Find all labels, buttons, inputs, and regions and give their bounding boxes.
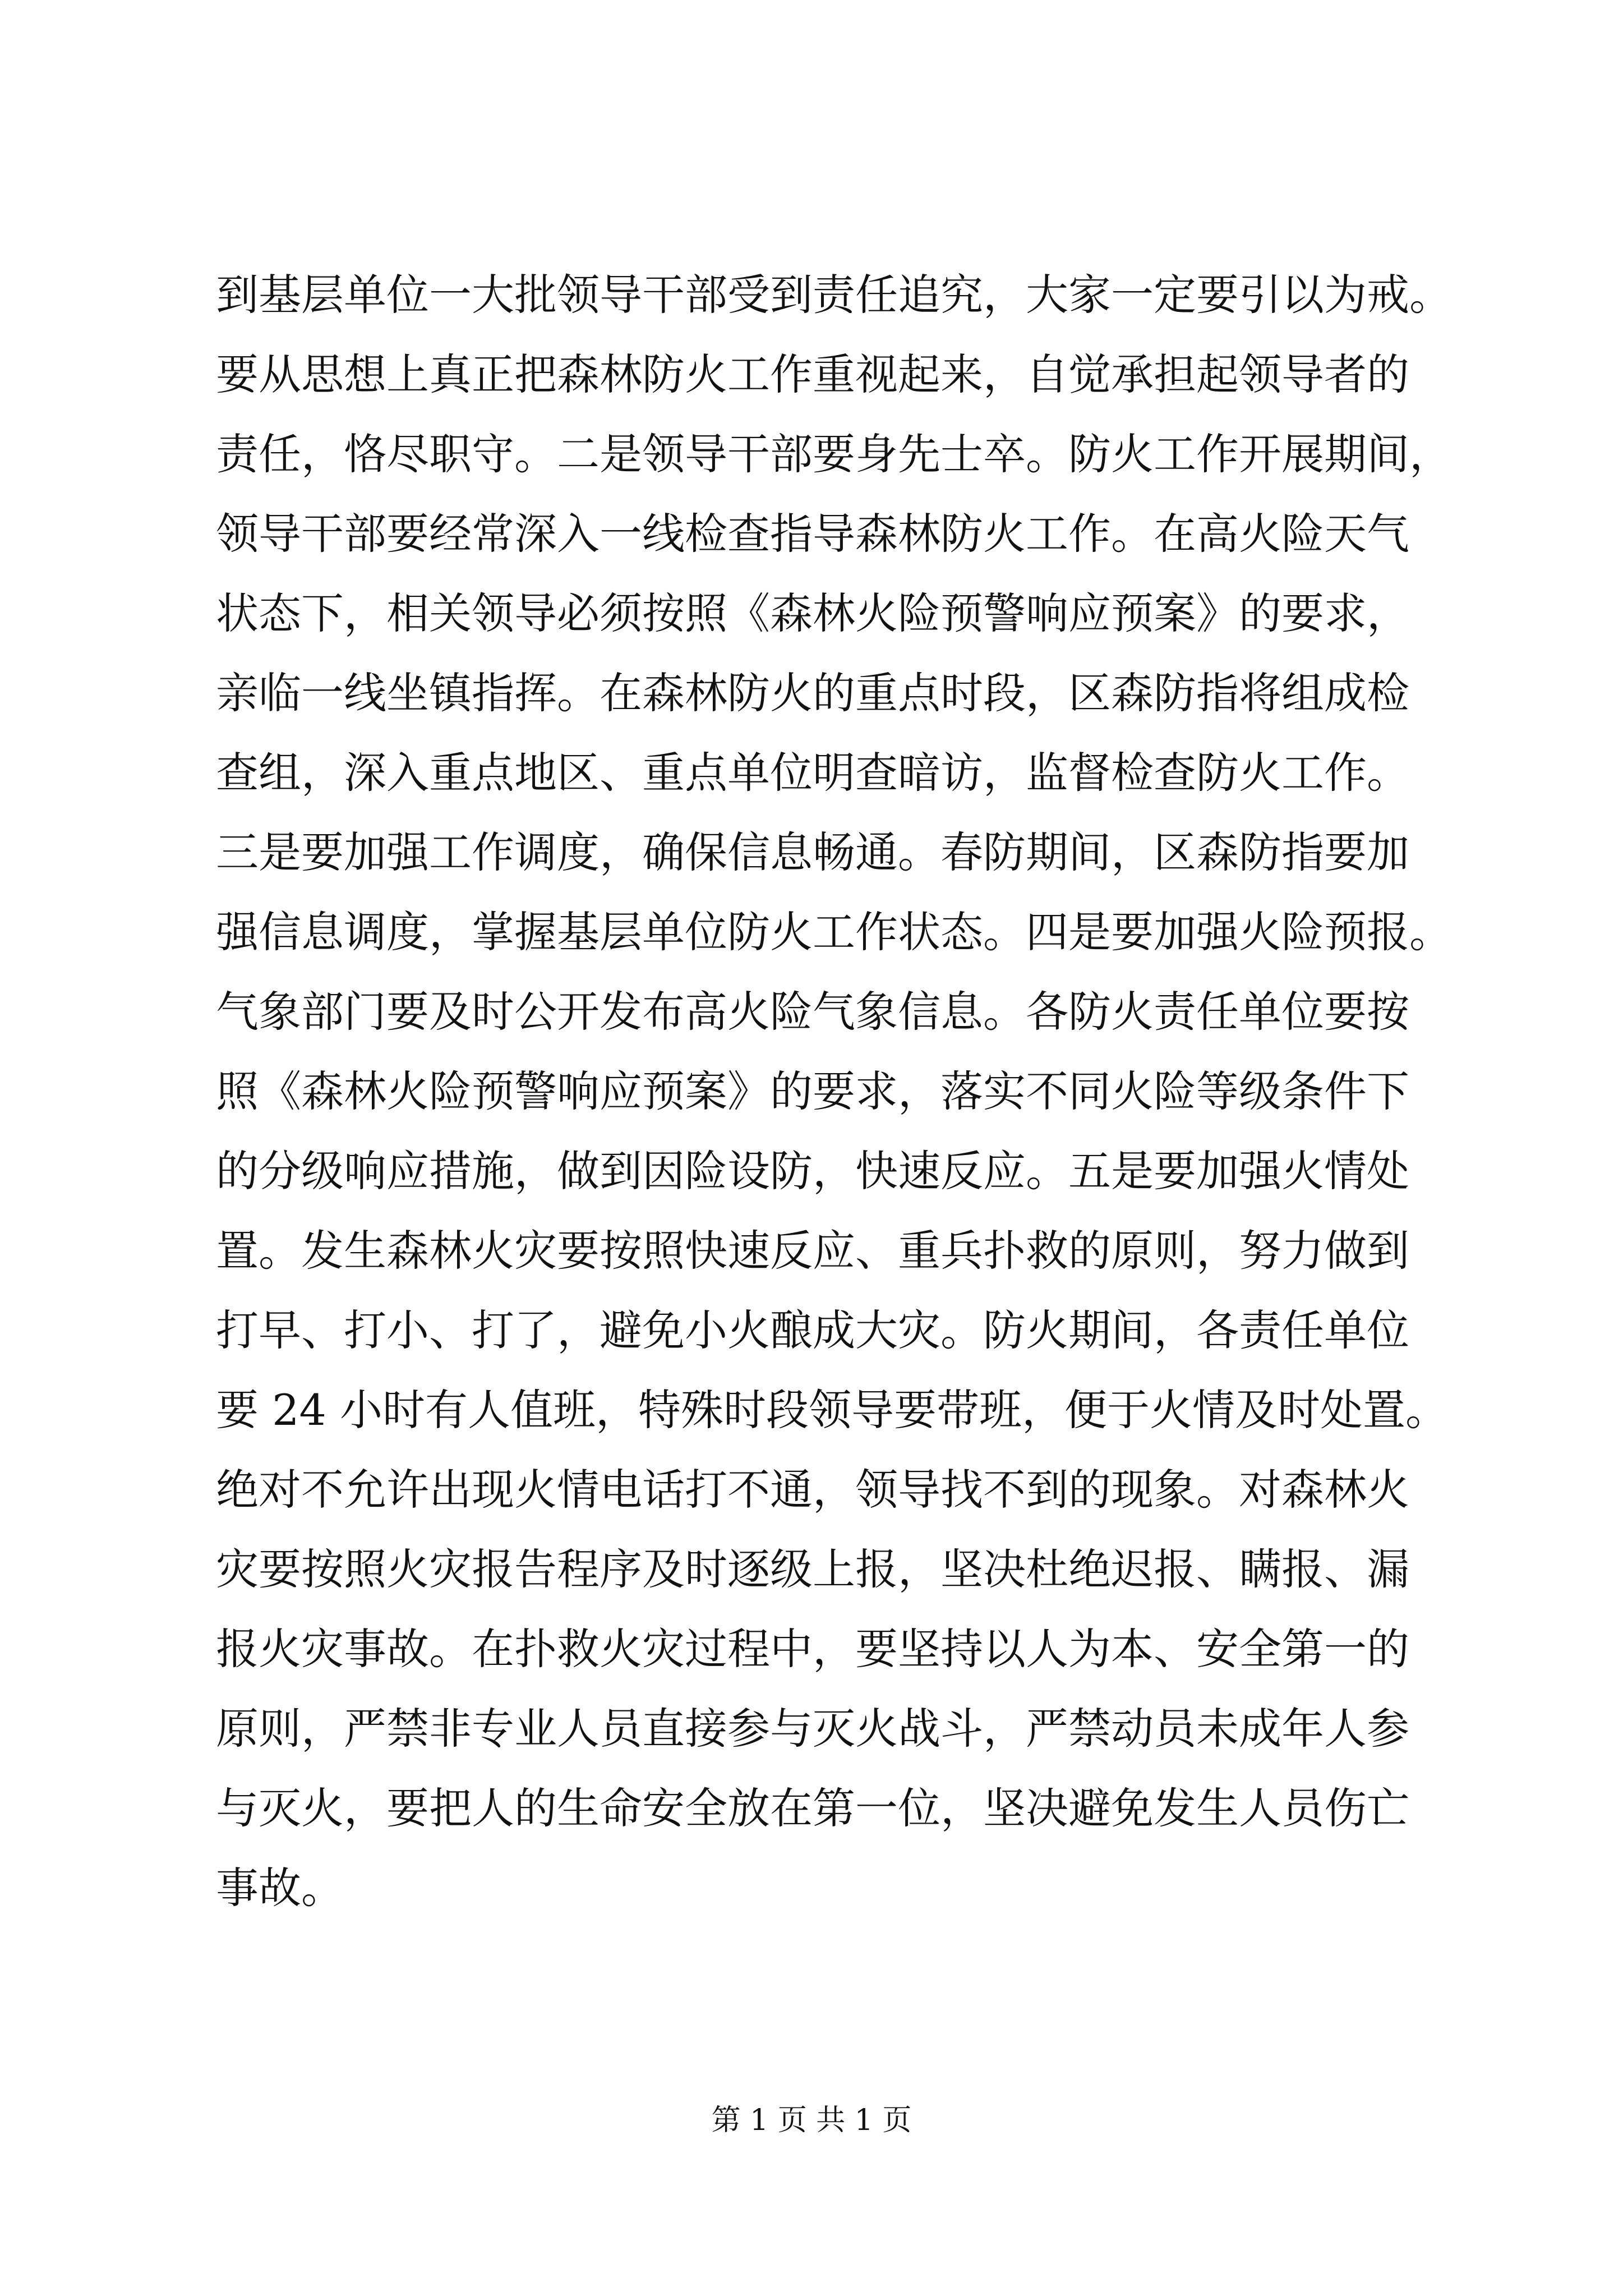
page-footer bbox=[0, 2101, 1623, 2140]
text-line: 照《森林火险预警响应预案》的要求，落实不同火险等级条件下 bbox=[216, 1066, 1409, 1116]
text-line: 置。发生森林火灾要按照快速反应、重兵扑救的原则，努力做到 bbox=[216, 1226, 1409, 1276]
text-line: 的分级响应措施，做到因险设防，快速反应。五是要加强火情处 bbox=[216, 1146, 1409, 1196]
text-line: 查组，深入重点地区、重点单位明查暗访，监督检查防火工作。 bbox=[216, 748, 1409, 798]
page-number: 第 1 页 共 1 页 bbox=[711, 2104, 912, 2137]
text-line: 气象部门要及时公开发布高火险气象信息。各防火责任单位要按 bbox=[216, 987, 1409, 1037]
text-line: 绝对不允许出现火情电话打不通，领导找不到的现象。对森林火 bbox=[216, 1465, 1409, 1515]
text-line: 要从思想上真正把森林防火工作重视起来，自觉承担起领导者的 bbox=[216, 349, 1409, 399]
text-line: 要 24 小时有人值班，特殊时段领导要带班，便于火情及时处置。 bbox=[216, 1385, 1449, 1435]
text-line: 三是要加强工作调度，确保信息畅通。春防期间，区森防指要加 bbox=[216, 827, 1409, 877]
text-line: 打早、打小、打了，避免小火酿成大灾。防火期间，各责任单位 bbox=[216, 1305, 1409, 1355]
text-line: 责任，恪尽职守。二是领导干部要身先士卒。防火工作开展期间， bbox=[216, 429, 1452, 479]
text-line: 事故。 bbox=[216, 1863, 344, 1913]
text-line: 灾要按照火灾报告程序及时逐级上报，坚决杜绝迟报、瞒报、漏 bbox=[216, 1544, 1409, 1594]
text-line: 报火灾事故。在扑救火灾过程中，要坚持以人为本、安全第一的 bbox=[216, 1624, 1409, 1674]
text-line: 状态下，相关领导必须按照《森林火险预警响应预案》的要求， bbox=[216, 588, 1409, 638]
text-line: 到基层单位一大批领导干部受到责任追究，大家一定要引以为戒。 bbox=[216, 270, 1452, 320]
body-text bbox=[216, 255, 1452, 1928]
text-line: 强信息调度，掌握基层单位防火工作状态。四是要加强火险预报。 bbox=[216, 907, 1452, 957]
text-line: 亲临一线坐镇指挥。在森林防火的重点时段，区森防指将组成检 bbox=[216, 668, 1409, 718]
text-line: 领导干部要经常深入一线检查指导森林防火工作。在高火险天气 bbox=[216, 509, 1409, 559]
text-line: 原则，严禁非专业人员直接参与灭火战斗，严禁动员未成年人参 bbox=[216, 1704, 1409, 1754]
text-line: 与灭火，要把人的生命安全放在第一位，坚决避免发生人员伤亡 bbox=[216, 1783, 1409, 1833]
